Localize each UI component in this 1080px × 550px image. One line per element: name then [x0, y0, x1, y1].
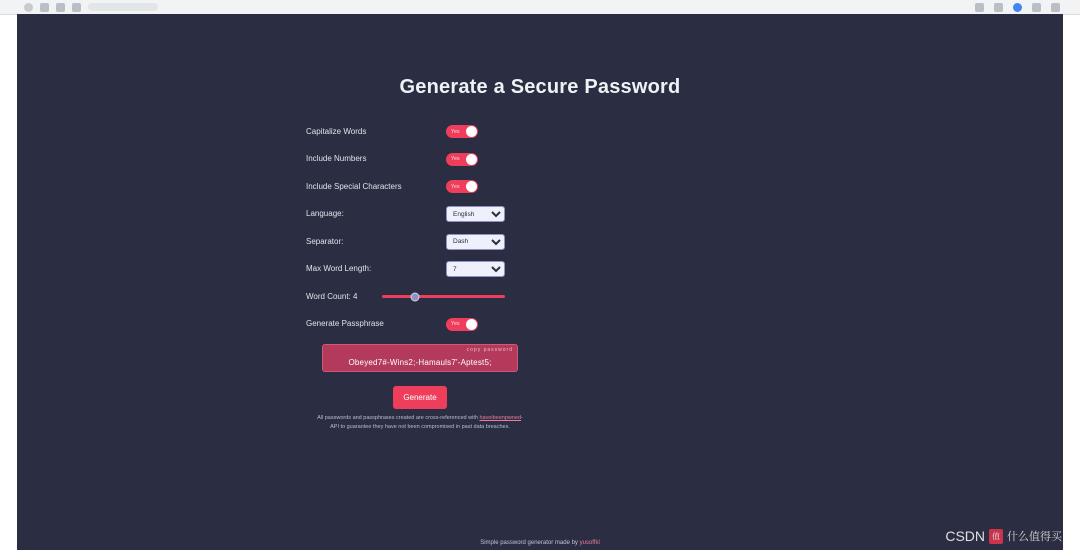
site-credit — [17, 540, 1063, 546]
toggle-value-capitalize-words: Yes — [451, 128, 460, 135]
footnote-part2: -API to guarantee they have not been compromised in past data breaches. — [330, 415, 523, 430]
select-language[interactable] — [446, 206, 505, 222]
toggle-knob-include-numbers — [466, 154, 477, 165]
watermark-badge: 值 — [989, 529, 1003, 544]
option-row-separator — [306, 228, 506, 256]
footnote — [317, 414, 523, 431]
bookmark-icon[interactable] — [994, 3, 1003, 12]
watermark — [945, 528, 1062, 544]
menu-icon[interactable] — [1032, 3, 1041, 12]
option-label-language: Language: — [306, 209, 344, 219]
option-label-capitalize-words: Capitalize Words — [306, 126, 367, 136]
option-label-word-count: Word Count: 4 — [306, 291, 358, 301]
browser-chrome — [0, 0, 1080, 15]
option-label-separator: Separator: — [306, 236, 344, 246]
copy-password-button[interactable]: copy password — [466, 347, 513, 353]
profile-icon[interactable] — [1013, 3, 1022, 12]
option-label-include-numbers: Include Numbers — [306, 154, 367, 164]
toggle-value-include-special-characters: Yes — [451, 183, 460, 190]
watermark-suffix: 什么值得买 — [1007, 531, 1062, 543]
reload-icon[interactable] — [56, 3, 65, 12]
option-row-capitalize-words — [306, 118, 506, 146]
generate-button[interactable]: Generate — [393, 386, 447, 409]
option-row-generate-passphrase — [306, 311, 506, 339]
option-label-generate-passphrase: Generate Passphrase — [306, 319, 384, 329]
option-label-max-word-length: Max Word Length: — [306, 264, 372, 274]
select-separator[interactable] — [446, 234, 505, 250]
extensions-icon[interactable] — [975, 3, 984, 12]
toggle-knob-generate-passphrase — [466, 319, 477, 330]
option-row-max-word-length — [306, 256, 506, 284]
password-output-box[interactable] — [322, 344, 518, 372]
credit-text: Simple password generator made by — [480, 540, 580, 546]
option-label-include-special-characters: Include Special Characters — [306, 181, 402, 191]
option-row-include-numbers — [306, 146, 506, 174]
page-title: Generate a Secure Password — [399, 76, 681, 98]
toggle-knob-include-special-characters — [466, 181, 477, 192]
forward-icon[interactable] — [40, 3, 49, 12]
browser-toolbar-right — [975, 0, 1060, 14]
toggle-knob-capitalize-words — [466, 126, 477, 137]
window-icon[interactable] — [1051, 3, 1060, 12]
generated-password-text: Obeyed7#-Wins2;-Hamauls7'-Aptest5; — [348, 358, 492, 367]
haveibeenpwned-link[interactable]: haveibeenpwned — [479, 415, 522, 421]
author-link[interactable]: yusoffkl — [579, 540, 600, 546]
watermark-prefix: CSDN — [945, 528, 985, 544]
option-row-word-count — [306, 283, 506, 311]
select-max-word-length[interactable] — [446, 261, 505, 277]
back-icon[interactable] — [24, 3, 33, 12]
address-bar[interactable] — [88, 3, 158, 11]
slider-track-word-count — [382, 295, 505, 298]
toggle-include-numbers[interactable] — [446, 153, 478, 166]
page-content — [17, 14, 1063, 550]
footnote-part1: All passwords and passphrases created are cross-referenced with — [317, 415, 480, 421]
password-options-form — [306, 118, 506, 338]
home-icon[interactable] — [72, 3, 81, 12]
toggle-value-generate-passphrase: Yes — [451, 321, 460, 328]
option-row-language — [306, 201, 506, 229]
toggle-generate-passphrase[interactable] — [446, 318, 478, 331]
slider-word-count[interactable] — [382, 291, 505, 303]
toggle-include-special-characters[interactable] — [446, 180, 478, 193]
toggle-capitalize-words[interactable] — [446, 125, 478, 138]
toggle-value-include-numbers: Yes — [451, 156, 460, 163]
browser-toolbar-left — [0, 3, 158, 12]
slider-thumb-word-count[interactable] — [411, 292, 420, 301]
option-row-include-special-characters — [306, 173, 506, 201]
